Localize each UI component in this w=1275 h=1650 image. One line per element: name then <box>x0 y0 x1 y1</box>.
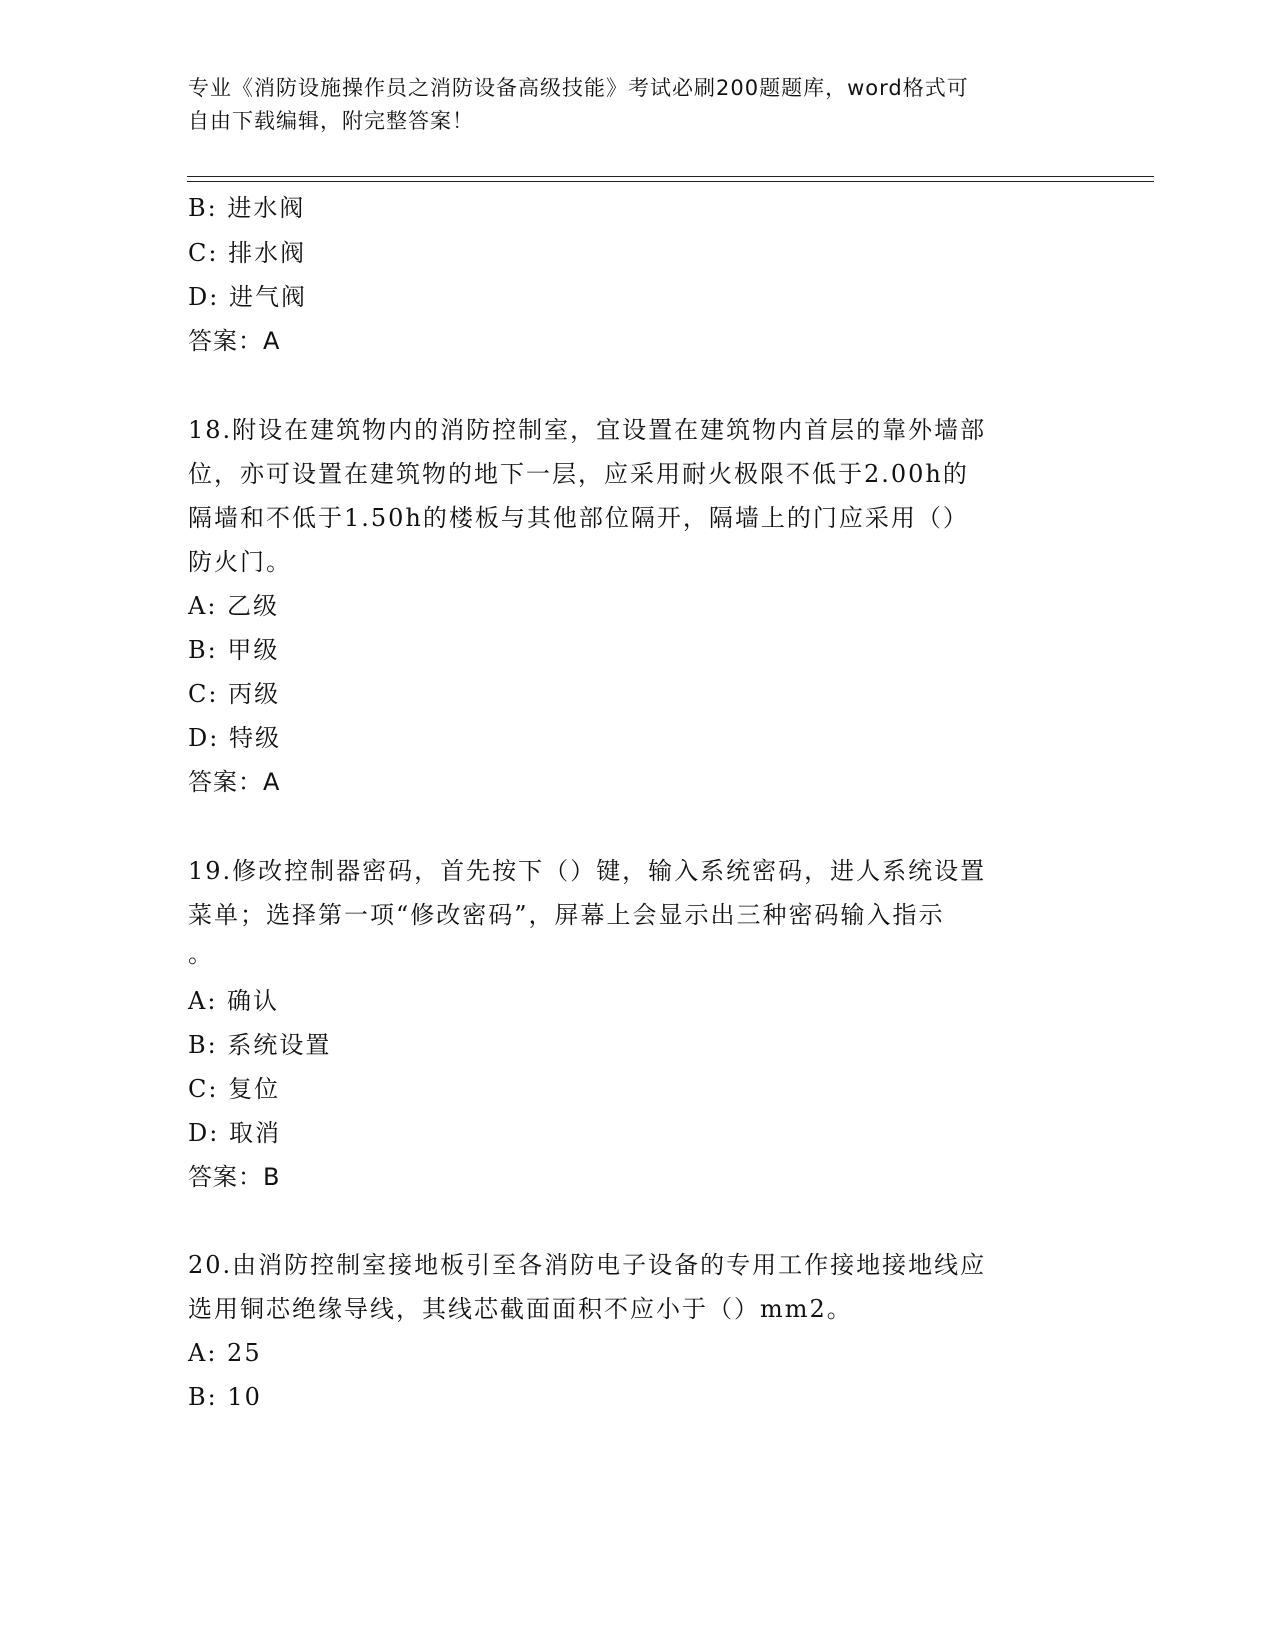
q19-stem-line-3: 。 <box>188 940 214 968</box>
q19-answer: 答案：B <box>188 1163 281 1191</box>
header-title-line-1: 专业《消防设施操作员之消防设备高级技能》考试必刷200题题库，word格式可 <box>188 76 969 100</box>
q18-answer: 答案：A <box>188 768 281 796</box>
q19-stem-line-2: 菜单；选择第一项“修改密码”，屏幕上会显示出三种密码输入指示 <box>188 901 945 929</box>
q18-stem-line-4: 防火门。 <box>188 548 292 576</box>
document-header <box>188 72 1088 138</box>
q18-stem-line-3: 隔墙和不低于1.50h的楼板与其他部位隔开，隔墙上的门应采用（） <box>188 504 969 532</box>
header-divider-bottom <box>187 181 1154 182</box>
header-title-line-2: 自由下载编辑，附完整答案！ <box>188 109 474 133</box>
q19-option-b: B: 系统设置 <box>188 1031 332 1059</box>
q17-option-d: D: 进气阀 <box>188 283 307 311</box>
q18-stem-line-1: 18.附设在建筑物内的消防控制室，宜设置在建筑物内首层的靠外墙部 <box>188 416 987 444</box>
q18-option-c: C: 丙级 <box>188 680 281 708</box>
header-divider-top <box>187 176 1154 177</box>
q20-option-b: B: 10 <box>188 1383 262 1411</box>
q17-option-c: C: 排水阀 <box>188 239 307 267</box>
q19-stem-line-1: 19.修改控制器密码，首先按下（）键，输入系统密码，进人系统设置 <box>188 857 987 885</box>
q17-option-b: B: 进水阀 <box>188 194 306 222</box>
q20-stem-line-1: 20.由消防控制室接地板引至各消防电子设备的专用工作接地接地线应 <box>188 1251 987 1279</box>
q18-stem-line-2: 位，亦可设置在建筑物的地下一层，应采用耐火极限不低于2.00h的 <box>188 460 969 488</box>
q20-option-a: A: 25 <box>188 1339 262 1367</box>
q19-option-a: A: 确认 <box>188 987 280 1015</box>
q18-option-b: B: 甲级 <box>188 636 280 664</box>
q19-option-c: C: 复位 <box>188 1075 281 1103</box>
q20-stem-line-2: 选用铜芯绝缘导线，其线芯截面面积不应小于（）mm2。 <box>188 1295 853 1323</box>
q17-answer: 答案：A <box>188 327 281 355</box>
q18-option-d: D: 特级 <box>188 724 281 752</box>
q19-option-d: D: 取消 <box>188 1119 281 1147</box>
q18-option-a: A: 乙级 <box>188 592 280 620</box>
